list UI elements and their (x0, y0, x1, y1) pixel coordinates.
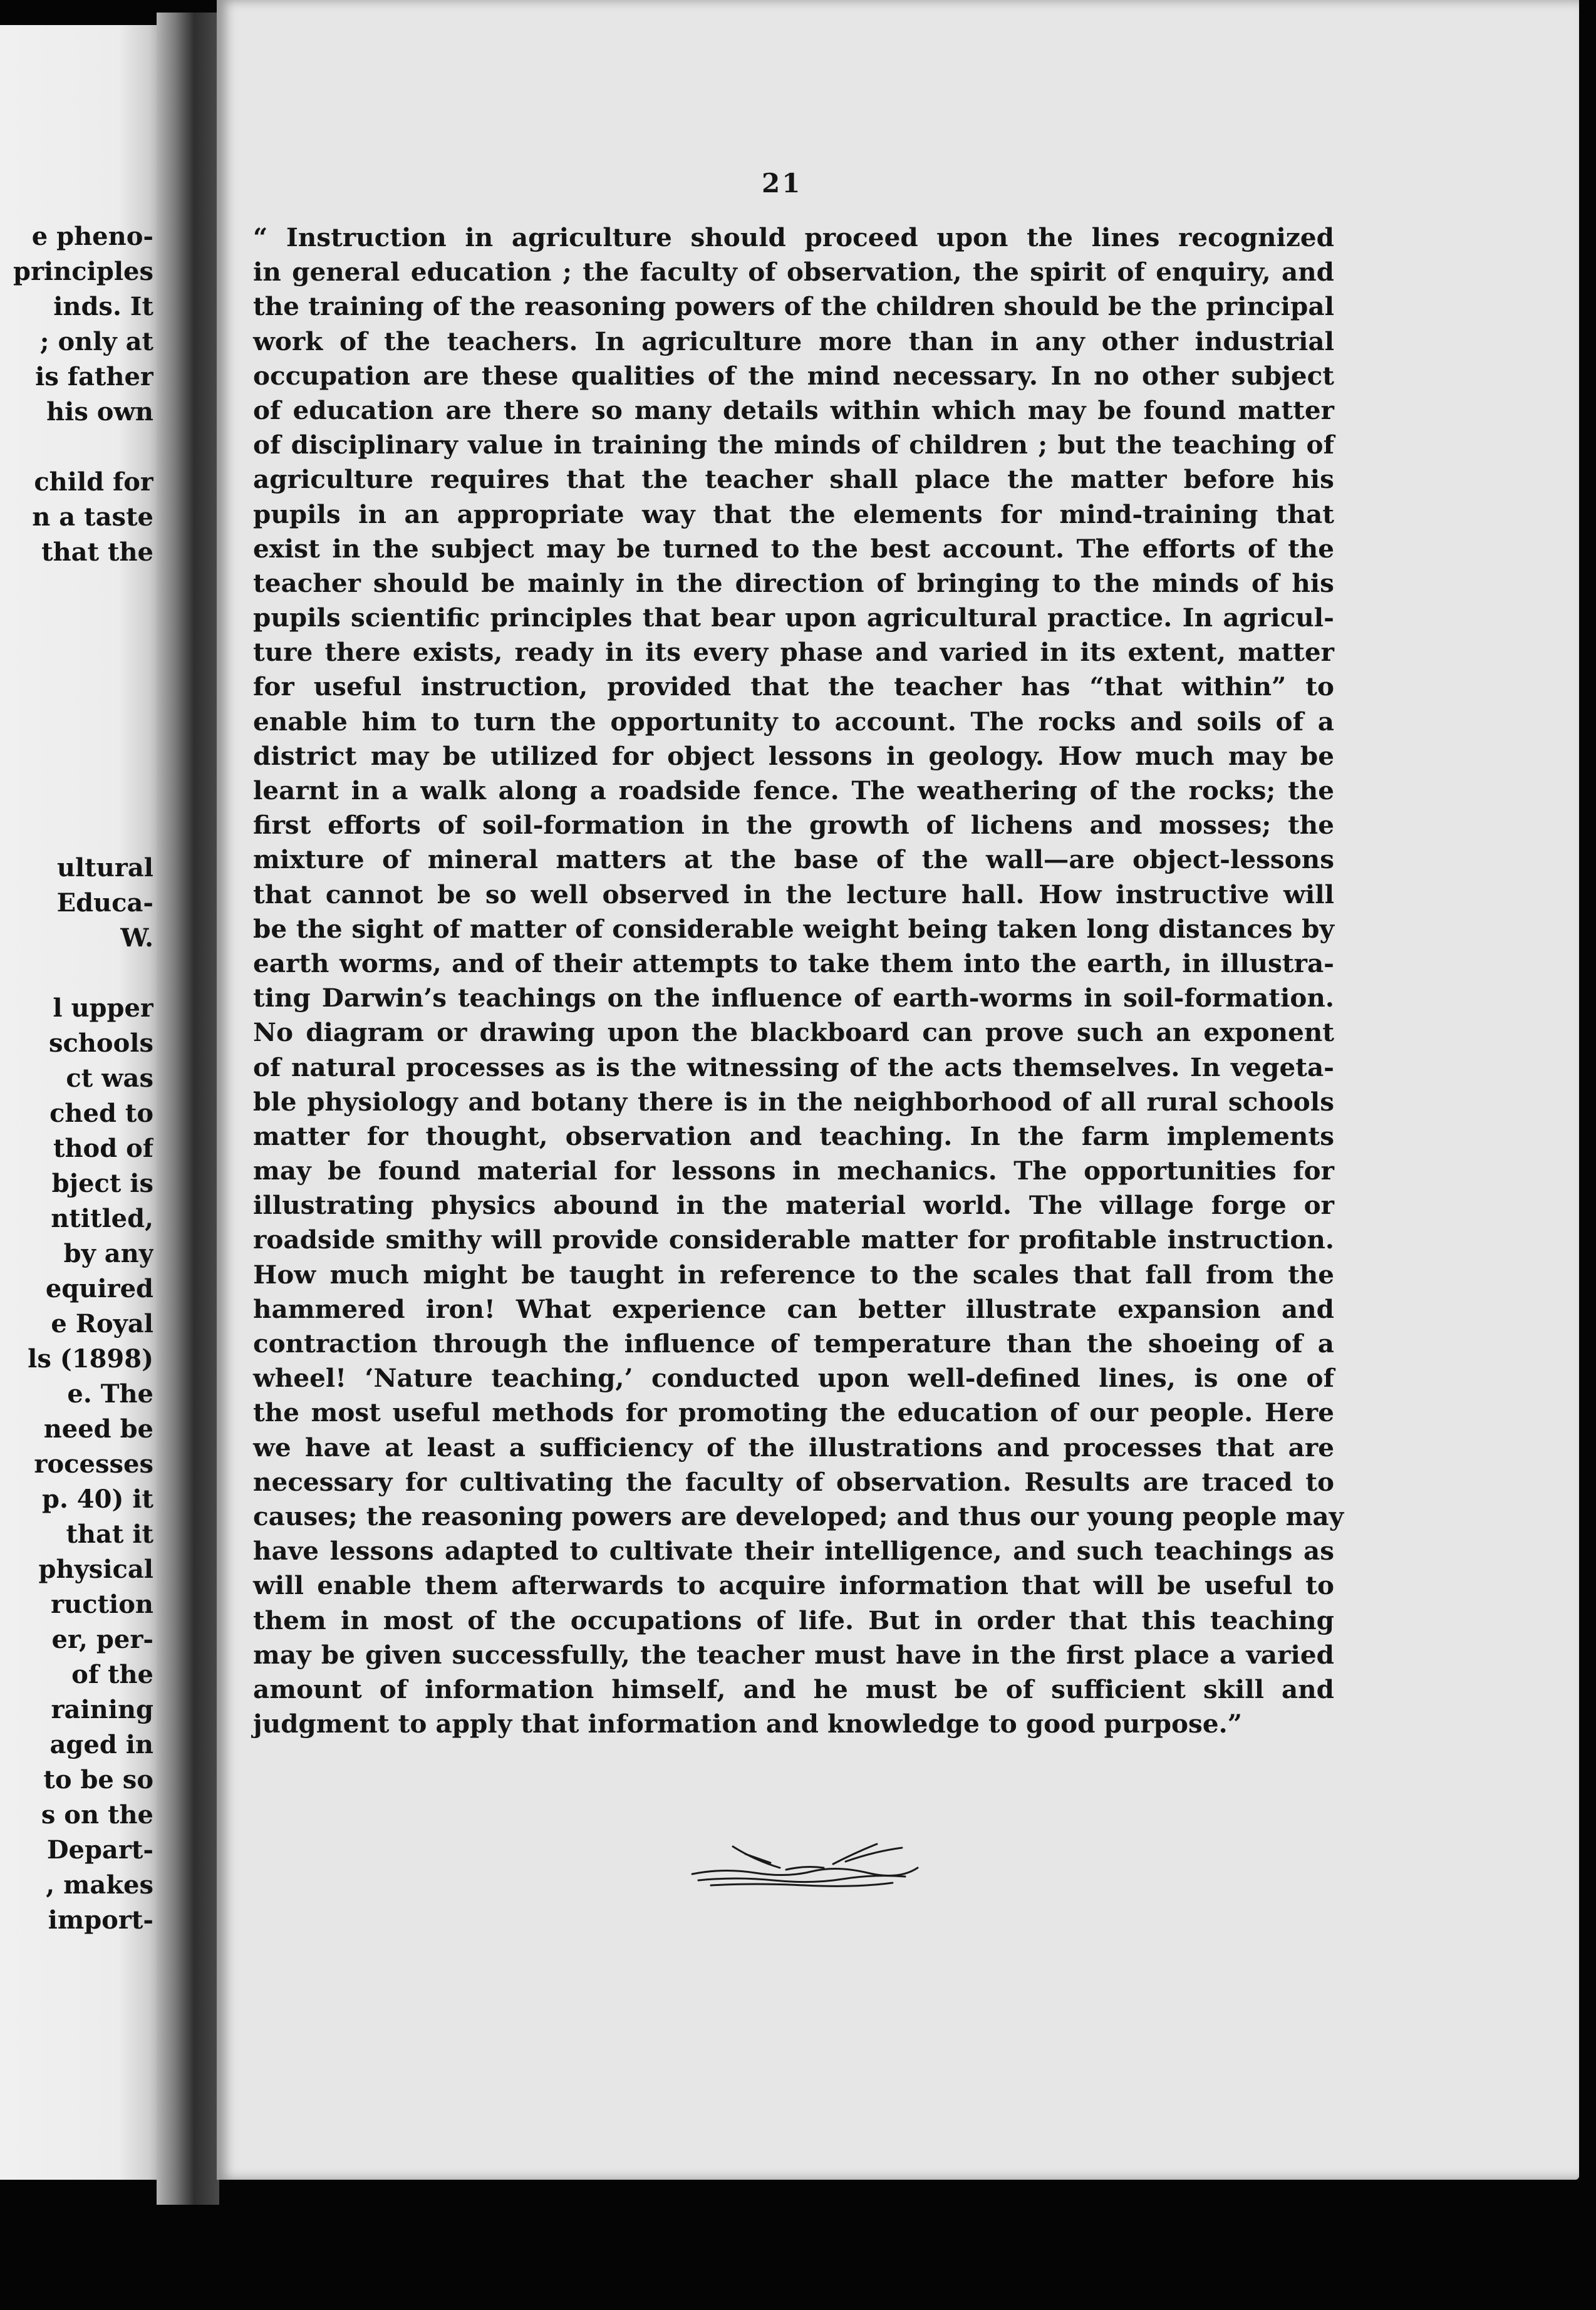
facing-text-fragment: s on the (41, 1800, 153, 1830)
facing-text-fragment: raining (51, 1695, 153, 1724)
facing-text-fragment: ntitled, (51, 1204, 153, 1233)
facing-text-fragment: inds. It (53, 292, 153, 321)
text-line: ting Darwin’s teachings on the influence of earth-worms in soil-formation. (253, 983, 1334, 1013)
facing-text-fragment: aged in (49, 1730, 153, 1759)
text-line: will enable them afterwards to acquire information that will be useful to (253, 1570, 1334, 1601)
text-line: enable him to turn the opportunity to account. The rocks and soils of a (253, 706, 1334, 737)
facing-text-fragment: e pheno- (31, 222, 153, 251)
text-line: agriculture requires that the teacher shall place the matter before his (253, 464, 1334, 495)
text-line: How much might be taught in reference to the scales that fall from the (253, 1259, 1334, 1290)
facing-text-fragment: of the (71, 1660, 153, 1689)
text-line: matter for thought, observation and teaching. In the farm implements (253, 1121, 1334, 1151)
facing-text-fragment (0, 640, 153, 675)
facing-text-fragment (0, 780, 153, 816)
text-line: pupils in an appropriate way that the elements for mind-training that (253, 499, 1334, 529)
text-line: roadside smithy will provide considerable matter for profitable instruction. (253, 1225, 1334, 1255)
text-line: for useful instruction, provided that the teacher has “that within” to (253, 671, 1334, 702)
text-line: first efforts of soil-formation in the growth of lichens and mosses; the (253, 810, 1334, 841)
facing-text-fragment: child for (34, 467, 153, 497)
facing-text-fragment: n a taste (32, 502, 153, 532)
text-line: them in most of the occupations of life. But in order that this teaching (253, 1605, 1334, 1635)
facing-text-fragment: to be so (43, 1765, 153, 1795)
facing-text-fragment (0, 956, 153, 991)
text-line: be the sight of matter of considerable weight being taken long distances by (253, 913, 1334, 944)
text-line: pupils scientific principles that bear upon agricultural practice. In agricul- (253, 603, 1334, 633)
facing-text-fragment (0, 605, 153, 640)
facing-text-fragment: ruction (51, 1590, 153, 1619)
facing-text-fragment: equired (45, 1274, 153, 1303)
facing-text-fragment: is father (35, 362, 153, 391)
text-line: wheel! ‘Nature teaching,’ conducted upon well-defined lines, is one of (253, 1363, 1334, 1394)
text-line: in general education ; the faculty of observation, the spirit of enquiry, and (253, 257, 1334, 287)
text-line: of disciplinary value in training the minds of children ; but the teaching of (253, 430, 1334, 460)
text-line: learnt in a walk along a roadside fence. The weathering of the rocks; the (253, 775, 1334, 805)
facing-text-fragment: er, per- (51, 1625, 153, 1654)
text-line: amount of information himself, and he must be of sufficient skill and (253, 1674, 1334, 1704)
facing-text-fragment (0, 430, 153, 465)
text-line: earth worms, and of their attempts to take them into the earth, in illustra- (253, 948, 1334, 978)
body-text (253, 220, 1344, 1741)
text-line: teacher should be mainly in the direction of bringing to the minds of his (253, 567, 1334, 598)
facing-text-fragment (0, 675, 153, 710)
text-line: may be found material for lessons in mechanics. The opportunities for (253, 1156, 1334, 1186)
facing-text-fragment: by any (63, 1239, 153, 1268)
text-line: occupation are these qualities of the mind necessary. In no other subject (253, 360, 1334, 391)
text-line: may be given successfully, the teacher must have in the first place a varied (253, 1639, 1334, 1670)
facing-page-edge (0, 25, 169, 2180)
facing-text-fragment: physical (38, 1555, 153, 1584)
facing-text-fragment: Educa- (56, 888, 153, 918)
facing-text-fragment: e Royal (51, 1309, 153, 1339)
facing-text-fragment: need be (43, 1414, 153, 1444)
facing-text-fragment: bject is (51, 1169, 153, 1198)
facing-text-fragment: Depart- (46, 1835, 153, 1865)
text-line: the training of the reasoning powers of the children should be the principal (253, 291, 1334, 322)
facing-text-fragment: principles (13, 257, 153, 286)
facing-text-fragment: ched to (49, 1099, 153, 1128)
text-line: of natural processes as is the witnessing of the acts themselves. In vegeta- (253, 1052, 1334, 1082)
facing-text-fragment (0, 570, 153, 605)
facing-text-fragment: that it (66, 1520, 153, 1549)
facing-text-fragment: W. (120, 923, 153, 953)
facing-text-fragment: ultural (56, 853, 153, 883)
text-line: district may be utilized for object lessons in geology. How much may be (253, 740, 1334, 771)
text-line: illustrating physics abound in the material world. The village forge or (253, 1190, 1334, 1221)
text-line: No diagram or drawing upon the blackboard can prove such an exponent (253, 1017, 1334, 1048)
page-number: 21 (762, 168, 802, 199)
text-line: ture there exists, ready in its every phase and varied in its extent, matter (253, 637, 1334, 668)
facing-text-fragment: , makes (46, 1870, 153, 1900)
text-line: mixture of mineral matters at the base of the wall—are object-lessons (253, 844, 1334, 875)
facing-text-fragment: import- (48, 1905, 153, 1935)
book-gutter (157, 13, 219, 2205)
facing-text-fragment: ls (1898) (28, 1344, 153, 1374)
text-line: contraction through the influence of temperature than the shoeing of a (253, 1329, 1334, 1359)
facing-text-fragment (0, 710, 153, 745)
text-line: the most useful methods for promoting the education of our people. Here (253, 1397, 1334, 1428)
facing-text-fragment (0, 816, 153, 851)
facing-text-fragment: that the (41, 537, 153, 567)
text-line: ble physiology and botany there is in the neighborhood of all rural schools (253, 1086, 1334, 1117)
facing-text-fragment: his own (46, 397, 153, 427)
facing-text-fragment: e. The (67, 1379, 153, 1409)
text-line: that cannot be so well observed in the lecture hall. How instructive will (253, 879, 1334, 909)
text-line: “ Instruction in agriculture should proceed upon the lines recognized (253, 222, 1334, 252)
decorative-ornament (686, 1835, 924, 1892)
text-line: of education are there so many details within which may be found matter (253, 395, 1334, 425)
text-line: causes; the reasoning powers are developed; and thus our young people may (253, 1501, 1344, 1531)
facing-text-fragment: l upper (53, 993, 153, 1023)
facing-text-fragment: rocesses (34, 1449, 153, 1479)
text-line: work of the teachers. In agriculture more than in any other industrial (253, 326, 1334, 356)
text-line: we have at least a sufficiency of the illustrations and processes that are (253, 1432, 1334, 1463)
text-line: exist in the subject may be turned to the best account. The efforts of the (253, 533, 1334, 564)
text-line: hammered iron! What experience can better illustrate expansion and (253, 1293, 1334, 1324)
text-line: judgment to apply that information and knowledge to good purpose.” (253, 1709, 1243, 1739)
text-line: necessary for cultivating the faculty of observation. Results are traced to (253, 1466, 1334, 1497)
facing-text-fragment: p. 40) it (41, 1484, 153, 1514)
facing-text-fragment: ; only at (39, 327, 153, 356)
facing-text-fragment (0, 745, 153, 780)
facing-text-fragment: ct was (66, 1064, 153, 1093)
facing-text-fragment: schools (48, 1028, 153, 1058)
text-line: have lessons adapted to cultivate their intelligence, and such teachings as (253, 1536, 1334, 1567)
facing-text-fragment: thod of (53, 1134, 153, 1163)
facing-page-text (0, 219, 153, 1938)
